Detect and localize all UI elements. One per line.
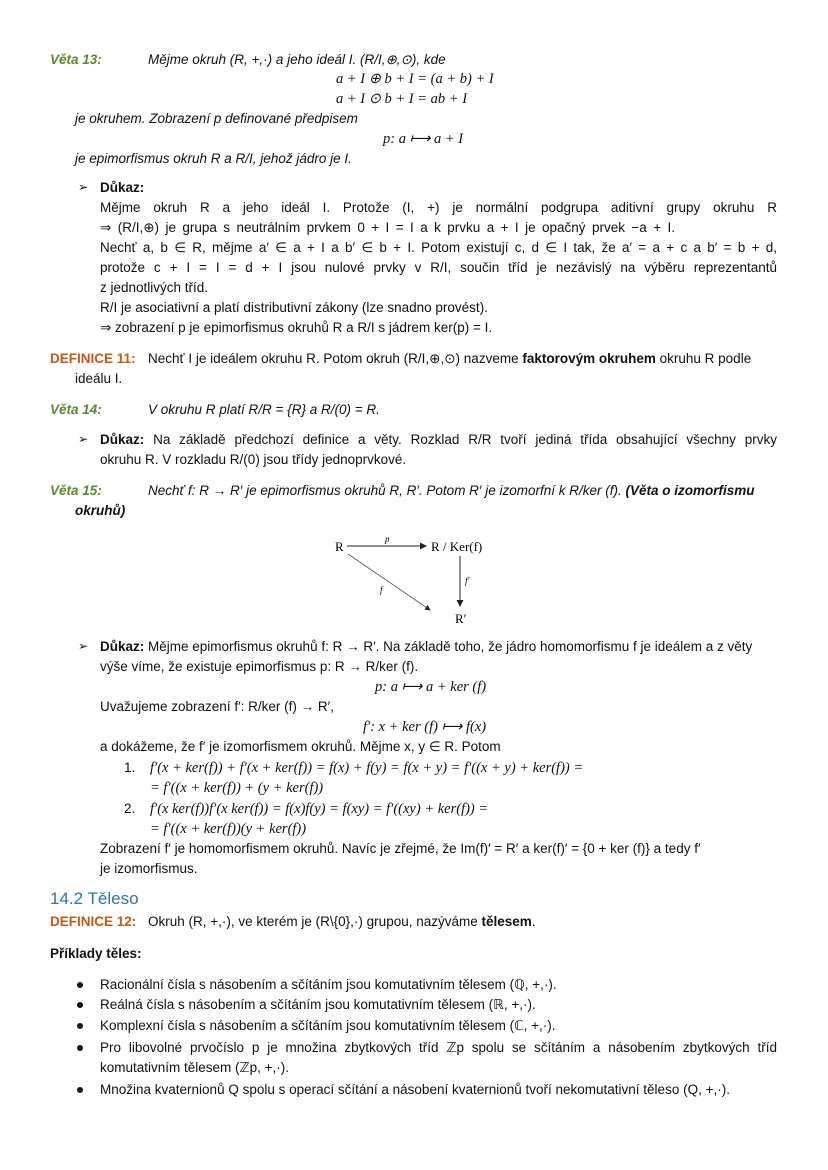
definition-12-text: Okruh (R, +,·), ve kterém je (R\{0},·) grupou, nazýváme tělesem. (148, 914, 536, 929)
proof-1-line: Mějme okruh R a jeho ideál I. Protože (I, +) je normální podgrupa aditivní grupy okruhu R (100, 200, 777, 215)
example-item: Pro libovolné prvočíslo p je množina zbytkových tříd ℤp spolu se sčítáním a násobením zbytkových tříd (100, 1040, 777, 1055)
theorem-13-line5: je epimorfismus okruh R a R/I, jehož jádro je I. (75, 151, 352, 166)
proof-1-line: R/I je asociativní a platí distributivní zákony (lze snadno provést). (100, 300, 488, 315)
proof-3-item1-b: = f′((x + ker(f)) + (y + ker(f)) (150, 780, 324, 796)
definition-11-text: Nechť I je ideálem okruhu R. Potom okruh (R/I,⊕,⊙) nazveme faktorovým okruhem okruhu R podle (148, 351, 752, 366)
proof-3-eq2: f′: x + ker (f) ⟼ f(x) (363, 719, 487, 735)
proof-1-line: z jednotlivých tříd. (100, 280, 209, 295)
bullet-icon (77, 1087, 83, 1093)
example-item: Racionální čísla s násobením a sčítáním jsou komutativním tělesem (ℚ, +,·). (100, 977, 557, 992)
theorem-13-line3: je okruhem. Zobrazení p definované předpisem (75, 111, 358, 126)
theorem-15-label: Věta 15: (50, 483, 102, 498)
bullet-icon (77, 1002, 83, 1008)
theorem-13-eq-product: a + I ⊙ b + I = ab + I (336, 91, 468, 107)
proof-3-item2-a: f′(x ker(f))f′(x ker(f)) = f(x)f(y) = f(xy) = f′((xy) + ker(f)) = (150, 801, 489, 817)
example-item: Komplexní čísla s násobením a sčítáním jsou komutativním tělesem (ℂ, +,·). (100, 1018, 556, 1033)
definition-11-line2: ideálu I. (75, 371, 123, 386)
proof-3-item1-a: f′(x + ker(f)) + f′(x + ker(f)) = f(x) + f(y) = f(x + y) = f′((x + y) + ker(f)) = (150, 760, 584, 776)
definition-12-label: DEFINICE 12: (50, 914, 137, 929)
diagram-node-R: R (335, 539, 344, 554)
theorem-15-line2: okruhů) (75, 503, 126, 518)
proof-3-line5: Zobrazení f′ je homomorfismem okruhů. Navíc je zřejmé, že Im(f)′ = R′ a ker(f)′ = {0 + ker (f)} a tedy f′ (100, 841, 701, 856)
diagram-label-f: f (380, 585, 383, 595)
bullet-icon (77, 1045, 83, 1051)
proof-2-line2: okruhu R. V rozkladu R/(0) jsou třídy jednoprvkové. (100, 452, 407, 467)
diagram-label-p: p (385, 534, 390, 544)
proof-3-line1: Důkaz: Mějme epimorfismus okruhů f: R → R′. Na základě toho, že jádro homomorfismu f je ideálem a z věty (100, 639, 753, 654)
list-number: 2. (124, 801, 136, 816)
arrow-bullet-icon: ➢ (78, 639, 89, 653)
theorem-14-label: Věta 14: (50, 402, 102, 417)
list-number: 1. (124, 760, 136, 775)
proof-3-line2: výše víme, že existuje epimorfismus p: R → R/ker (f). (100, 659, 419, 674)
example-item-continuation: komutativním tělesem (ℤp, +,·). (100, 1060, 289, 1075)
diagram-node-quotient: R / Ker(f) (431, 539, 483, 554)
arrow-bullet-icon: ➢ (78, 432, 89, 446)
theorem-13-eq-sum: a + I ⊕ b + I = (a + b) + I (336, 71, 494, 87)
proof-3-item2-b: = f′((x + ker(f))(y + ker(f)) (150, 821, 307, 837)
example-item: Množina kvaternionů Q spolu s operací sčítání a násobení kvaternionů tvoří nekomutativní těleso (Q, +,·). (100, 1082, 730, 1097)
proof-3-line3: Uvažujeme zobrazení f′: R/ker (f) → R′, (100, 699, 334, 714)
proof-3-line4: a dokážeme, že f′ je izomorfismem okruhů. Mějme x, y ∈ R. Potom (100, 739, 501, 754)
examples-title: Příklady těles: (50, 946, 142, 961)
proof-1-line: ⇒ zobrazení p je epimorfismus okruhů R a R/I s jádrem ker(p) = I. (100, 320, 493, 335)
example-item: Reálná čísla s násobením a sčítáním jsou komutativním tělesem (ℝ, +,·). (100, 997, 536, 1012)
theorem-15-text: Nechť f: R → R′ je epimorfismus okruhů R, R′. Potom R′ je izomorfní k R/ker (f). (Věta o izomorfismu (148, 483, 755, 498)
theorem-13-head: Mějme okruh (R, +,·) a jeho ideál I. (R/I,⊕,⊙), kde (148, 52, 446, 67)
proof-1-title: Důkaz: (100, 180, 145, 195)
proof-3-line6: je izomorfismus. (100, 861, 198, 876)
proof-2-line1: Důkaz: Na základě předchozí definice a věty. Rozklad R/R tvoří jediná třída obsahující všechny prvky (100, 432, 777, 447)
proof-1-line: protože c + I = I = d + I jsou nulové prvky v R/I, součin tříd je nezávislý na výběru reprezentantů (100, 260, 777, 275)
bullet-icon (77, 1023, 83, 1029)
isomorphism-diagram (330, 530, 500, 630)
arrow-bullet-icon: ➢ (78, 180, 89, 194)
proof-3-eq1: p: a ⟼ a + ker (f) (375, 679, 487, 695)
proof-1-line: Nechť a, b ∈ R, mějme a′ ∈ a + I a b′ ∈ b + I. Potom existují c, d ∈ I tak, že a′ = a + c a b′ = b + d, (100, 240, 777, 255)
section-heading: 14.2 Těleso (50, 889, 139, 908)
theorem-13-eq-map: p: a ⟼ a + I (383, 131, 464, 147)
bullet-icon (77, 982, 83, 988)
diagram-label-f-prime: f′ (465, 576, 470, 586)
theorem-13-label: Věta 13: (50, 52, 102, 67)
theorem-14-text: V okruhu R platí R/R = {R} a R/(0) = R. (148, 402, 380, 417)
definition-11-label: DEFINICE 11: (50, 351, 136, 366)
proof-1-line: ⇒ (R/I,⊕) je grupa s neutrálním prvkem 0 + I = I a k prvku a + I je opačný prvek −a + I. (100, 220, 675, 235)
arrow-f (348, 554, 430, 610)
diagram-node-R-prime: R′ (455, 611, 467, 626)
